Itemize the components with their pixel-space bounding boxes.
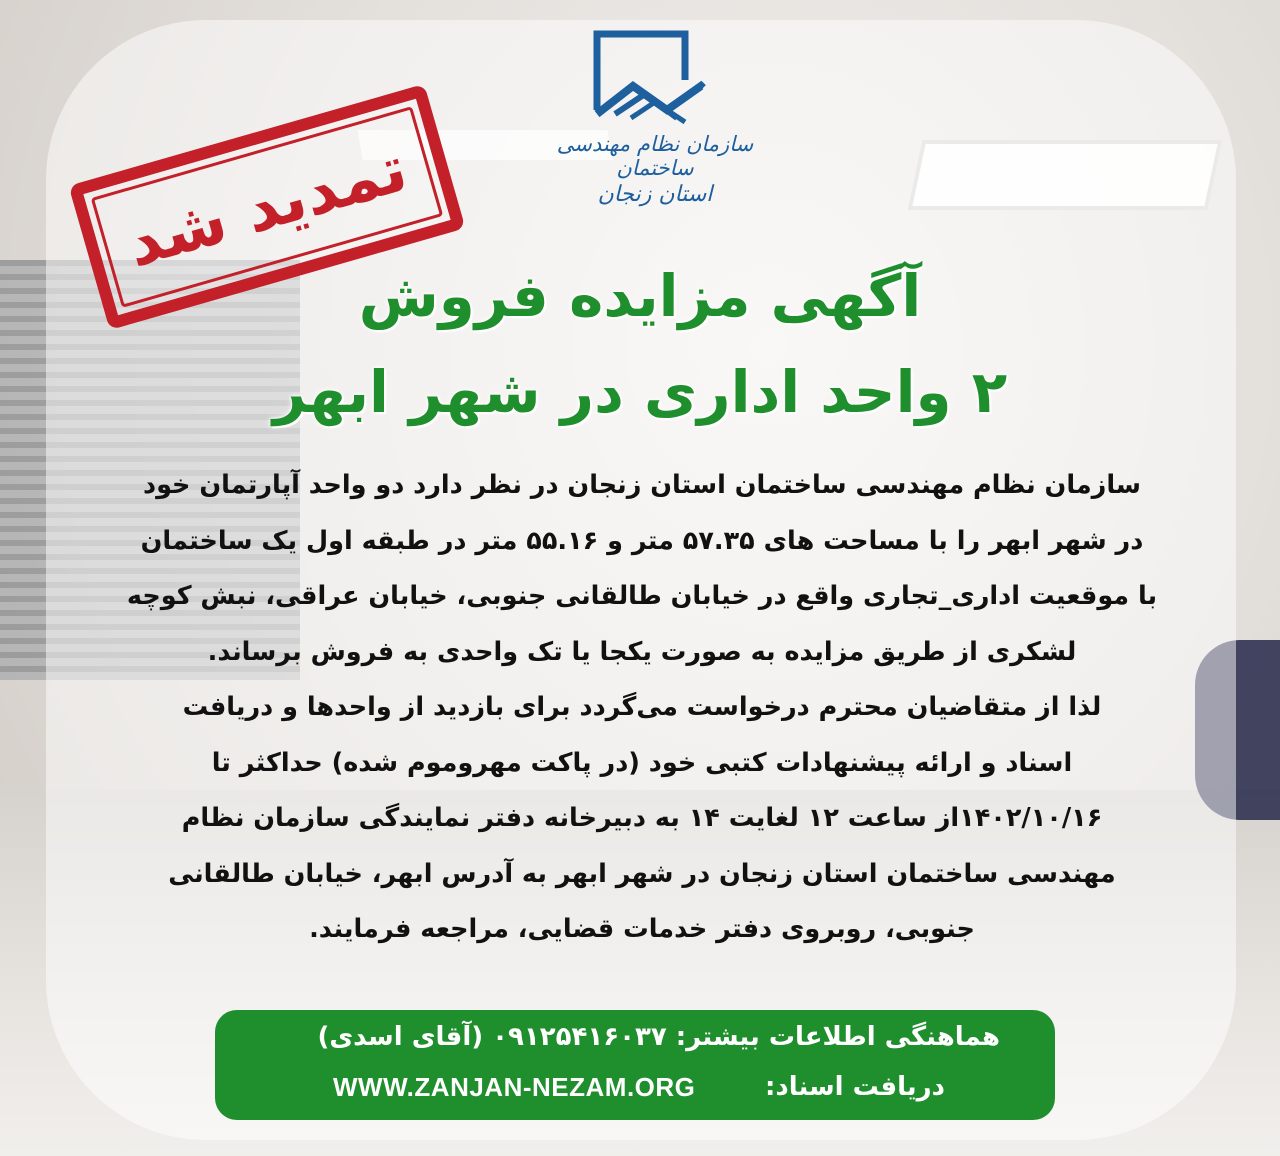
contact-phone-line: هماهنگی اطلاعات بیشتر: ۰۹۱۲۵۴۱۶۰۳۷ (آقای اسدی) — [317, 1022, 1000, 1052]
body-line: لشکری از طریق مزایده به صورت یکجا یا تک واحدی به فروش برساند. — [207, 636, 1077, 667]
body-line: لذا از متقاضیان محترم درخواست می‌گردد برای بازدید از واحدها و دریافت — [182, 692, 1102, 722]
announcement-body — [84, 458, 1200, 958]
headline-line-1: آگهی مزایده فروش — [358, 262, 922, 330]
house-roof-logo-icon — [535, 22, 775, 132]
documents-label: دریافت اسناد: — [764, 1072, 945, 1102]
headline-line-2: ۲ واحد اداری در شهر ابهر — [272, 358, 1008, 426]
contact-info-box — [215, 1010, 1055, 1120]
logo-org-name: سازمان نظام مهندسی ساختمان — [556, 132, 754, 180]
body-line: اسناد و ارائه پیشنهادات کتبی خود (در پاکت مهروموم شده) حداکثر تا — [211, 747, 1073, 778]
body-line: با موقعیت اداری_تجاری واقع در خیابان طالقانی جنوبی، خیابان عراقی، نبش کوچه — [126, 581, 1158, 611]
logo-province: استان زنجان — [597, 182, 713, 207]
website-link[interactable]: WWW.ZANJAN-NEZAM.ORG — [333, 1072, 696, 1102]
body-line: ۱۴۰۲/۱۰/۱۶از ساعت ۱۲ لغایت ۱۴ به دبیرخانه دفتر نمایندگی سازمان نظام — [181, 803, 1103, 833]
organization-logo — [535, 22, 775, 222]
stamp-text: تمدید شد — [118, 131, 416, 283]
body-line: جنوبی، روبروی دفتر خدمات قضایی، مراجعه فرمایند. — [309, 914, 975, 944]
body-line: سازمان نظام مهندسی ساختمان استان زنجان در نظر دارد دو واحد آپارتمان خود — [142, 470, 1142, 500]
body-line: در شهر ابهر را با مساحت های ۵۷.۳۵ متر و ۵۵.۱۶ متر در طبقه اول یک ساختمان — [140, 525, 1144, 556]
body-line: مهندسی ساختمان استان زنجان در شهر ابهر به آدرس ابهر، خیابان طالقانی — [168, 858, 1116, 889]
